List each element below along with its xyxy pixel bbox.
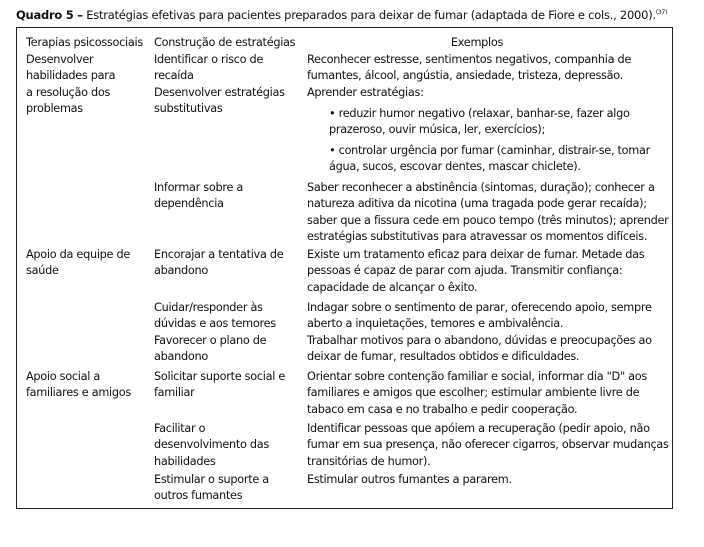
therapy-cell (26, 247, 130, 280)
text-line: fumar em sua presença, não oferecer cigarros, observar mudanças (307, 438, 669, 452)
text-line: transitórias de humor). (307, 454, 431, 468)
strategy-cell (154, 300, 276, 333)
text-line: Saber reconhecer a abstinência (sintomas, duração); conhecer a (307, 181, 655, 194)
text-line: habilidades para (26, 69, 116, 83)
text-line: deixar de fumar, resultados obtidos e dificuldades. (307, 350, 580, 364)
text-line: Indagar sobre o sentimento de parar, oferecendo apoio, sempre (307, 301, 652, 314)
text-line: Reconhecer estresse, sentimentos negativos, companhia de (307, 53, 632, 66)
text-line: Identificar o risco de (154, 53, 264, 66)
text-line: dúvidas e aos temores (154, 317, 276, 331)
text-line: Identificar pessoas que apóiem a recuperação (pedir apoio, não (307, 422, 650, 435)
text-line: a resolução dos (26, 85, 111, 99)
strategy-cell (154, 333, 266, 366)
text-line: Existe um tratamento eficaz para deixar de fumar. Metade das (307, 248, 645, 261)
examples-cell (307, 247, 644, 296)
text-line: tabaco em casa e no trabalho e pedir cooperação. (307, 402, 578, 416)
text-line: saúde (26, 264, 59, 278)
caption-reference: (37) (655, 9, 668, 16)
therapy-cell (26, 52, 115, 117)
text-line: outros fumantes (154, 489, 243, 503)
strategy-cell (154, 369, 285, 402)
text-line: Aprender estratégias: (307, 86, 424, 99)
caption-text: Estratégias efetivas para pacientes preparados para deixar de fumar (adaptada de Fiore e cols., 2000). (82, 8, 656, 22)
text-line: • reduzir humor negativo (relaxar, banhar-se, fazer algo (329, 107, 630, 120)
text-line: aberto a inquietações, temores e ambivalência. (307, 317, 564, 331)
bullet-item (307, 143, 650, 176)
text-line: familiar (154, 386, 195, 400)
text-line: Facilitar o (154, 422, 206, 435)
text-line: saber que a fissura cede em pouco tempo (três minutos); aprender (307, 213, 669, 227)
text-line: Trabalhar motivos para o abandono, dúvidas e preocupações ao (307, 334, 652, 347)
text-line: • controlar urgência por fumar (caminhar, distrair-se, tomar (329, 144, 650, 157)
strategy-cell (154, 421, 269, 470)
text-line: capacidade de alcançar o êxito. (307, 280, 478, 294)
text-line: Solicitar suporte social e (154, 370, 285, 383)
examples-cell (307, 52, 631, 85)
examples-cell (307, 180, 669, 245)
examples-cell (307, 300, 652, 333)
text-line: Cuidar/responder às (154, 301, 263, 314)
text-line: Informar sobre a (154, 181, 244, 194)
text-line: recaída (154, 69, 194, 83)
strategy-cell (154, 247, 283, 280)
header-strategies: Construção de estratégias (154, 36, 296, 49)
text-line: problemas (26, 101, 83, 115)
text-line: Estimular o suporte a (154, 473, 269, 486)
examples-cell (307, 472, 512, 488)
text-line: Estimular outros fumantes a pararem. (307, 473, 512, 486)
text-line: fumantes, álcool, angústia, ansiedade, tristeza, depressão. (307, 69, 623, 83)
header-therapies: Terapias psicossociais (26, 36, 143, 49)
caption-label: Quadro 5 – (16, 8, 83, 22)
therapy-cell (26, 369, 131, 402)
text-line: familiares e amigos que escolher; estimular ambiente livre de (307, 386, 640, 400)
text-line: Favorecer o plano de (154, 334, 267, 347)
text-line: natureza aditiva da nicotina (uma tragada pode gerar recaída); (307, 197, 647, 211)
text-line: prazeroso, ouvir música, ler, exercícios); (329, 123, 546, 137)
bullet-item (307, 106, 630, 139)
text-line: Apoio social a (26, 370, 100, 383)
examples-cell (307, 85, 424, 101)
text-line: substitutivas (154, 102, 223, 116)
text-line: abandono (154, 264, 208, 278)
text-line: abandono (154, 350, 208, 364)
table-caption (16, 8, 667, 22)
text-line: dependência (154, 197, 224, 211)
strategy-cell (154, 180, 243, 213)
strategy-cell (154, 472, 269, 505)
text-line: Apoio da equipe de (26, 248, 130, 261)
strategy-cell (154, 85, 285, 118)
examples-cell (307, 421, 669, 470)
examples-cell (307, 369, 647, 418)
text-line: água, sucos, escovar dentes, mascar chiclete). (329, 160, 581, 174)
text-line: desenvolvimento das (154, 438, 270, 452)
text-line: familiares e amigos (26, 386, 131, 400)
text-line: habilidades (154, 454, 216, 468)
text-line: estratégias substitutivas para atravessar os momentos difíceis. (307, 229, 648, 243)
text-line: Encorajar a tentativa de (154, 248, 284, 261)
text-line: Orientar sobre contenção familiar e social, informar dia "D" aos (307, 370, 647, 383)
text-line: Desenvolver estratégias (154, 86, 285, 99)
strategies-table (16, 27, 673, 509)
text-line: Desenvolver (26, 53, 94, 66)
examples-cell (307, 333, 652, 366)
header-examples: Exemplos (450, 36, 504, 49)
strategy-cell (154, 52, 263, 85)
text-line: pessoas é capaz de parar com ajuda. Transmitir confiança: (307, 264, 623, 278)
